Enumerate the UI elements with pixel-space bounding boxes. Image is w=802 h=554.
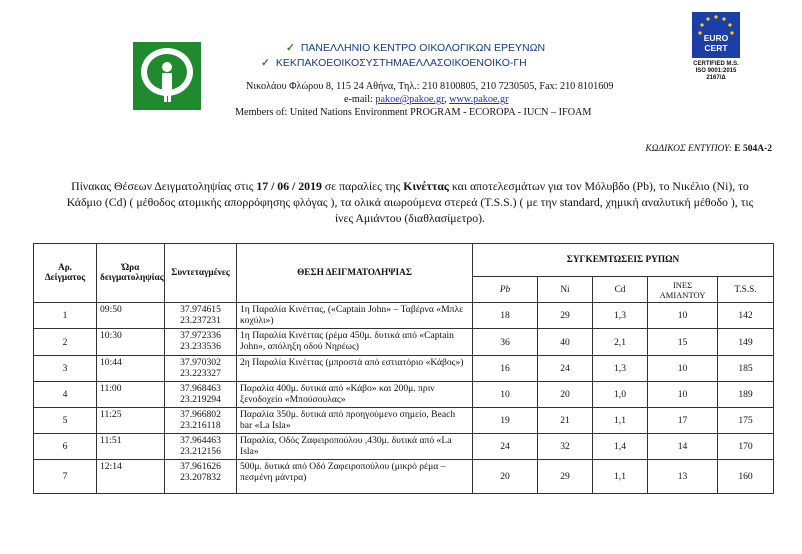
eurocert-badge: EURO CERT: [692, 12, 740, 58]
checkmark-icon: ✓: [261, 57, 270, 69]
cell-location: 1η Παραλία Κινέττας (ρέμα 450μ. δυτικά από «Captain John», απόληξη οδού Νηρέως): [237, 329, 473, 356]
cell-cd: 1,3: [593, 356, 648, 382]
cell-cd: 1,0: [593, 382, 648, 408]
cell-location: 2η Παραλία Κινέττας (μπροστά από εστιατόριο «Κάβος»): [237, 356, 473, 382]
cell-asbestos: 14: [648, 434, 718, 460]
cell-asbestos: 10: [648, 356, 718, 382]
cell-coordinates: [165, 303, 237, 329]
cell-time: 12:14: [97, 460, 165, 494]
cell-location: Παραλία 400μ. δυτικά από «Κάβο» και 200μ. πριν ξενοδοχείο «Μπούσουλας»: [237, 382, 473, 408]
header-cd: Cd: [593, 277, 648, 303]
cell-tss: 149: [718, 329, 774, 356]
header-pb: Pb: [473, 277, 538, 303]
cell-pb: 19: [473, 408, 538, 434]
longitude: 23.216118: [180, 420, 221, 431]
cell-coordinates: [165, 356, 237, 382]
cell-ni: 29: [538, 303, 593, 329]
cell-location: Παραλία 350μ. δυτικά από προηγούμενο σημείο, Beach bar «La Isla»: [237, 408, 473, 434]
cert-caption: CERTIFIED M.S. ISO 9001:2015 2167/Δ: [693, 61, 739, 81]
header-tss: T.S.S.: [718, 277, 774, 303]
cell-time: 10:44: [97, 356, 165, 382]
cell-coordinates: [165, 382, 237, 408]
header-coordinates: Συντεταγμένες: [165, 244, 237, 303]
header-time: Ώρα δειγματοληψίας: [97, 244, 165, 303]
longitude: 23.207832: [180, 472, 221, 483]
cell-asbestos: 13: [648, 460, 718, 494]
cell-time: 11:00: [97, 382, 165, 408]
cell-cd: 1,1: [593, 408, 648, 434]
cell-time: 10:30: [97, 329, 165, 356]
cell-cd: 1,1: [593, 460, 648, 494]
cell-coordinates: [165, 408, 237, 434]
longitude: 23.233536: [180, 341, 221, 352]
header-ni: Ni: [538, 277, 593, 303]
org-name-line2: ✓ ΚΕΚΠΑΚΟΕΟΙΚΟΣΥΣΤΗΜΑΕΛΛΑΣΟΙΚΟΕΝΟΙΚΟ-ΓΗ: [261, 57, 527, 69]
cell-pb: 24: [473, 434, 538, 460]
cell-ni: 20: [538, 382, 593, 408]
cell-ni: 21: [538, 408, 593, 434]
cell-pb: 10: [473, 382, 538, 408]
cell-cd: 1,3: [593, 303, 648, 329]
email-link[interactable]: pakoe@pakoe.gr: [375, 94, 445, 105]
sampling-results-table: [33, 243, 774, 494]
table-row: [34, 356, 774, 382]
longitude: 23.212156: [180, 446, 221, 457]
cell-coordinates: [165, 329, 237, 356]
cell-ni: 40: [538, 329, 593, 356]
cell-time: 09:50: [97, 303, 165, 329]
cell-location: 1η Παραλία Κινέττας, («Captain John» – Ταβέρνα «Μπλε κοχύλι»): [237, 303, 473, 329]
header-asbestos: ΙΝΕΣ ΑΜΙΑΝΤΟΥ: [648, 277, 718, 303]
cell-pb: 20: [473, 460, 538, 494]
cell-cd: 2,1: [593, 329, 648, 356]
checkmark-icon: ✓: [286, 42, 295, 54]
cell-tss: 185: [718, 356, 774, 382]
cell-location: 500μ. δυτικά από Οδό Ζαφειροπούλου (μικρό ρέμα – πεσμένη μάντρα): [237, 460, 473, 494]
latitude: 37.974615: [180, 304, 221, 315]
cell-time: 11:51: [97, 434, 165, 460]
org-address: Νικολάου Φλώρου 8, 115 24 Αθήνα, Τηλ.: 210 8100805, 210 7230505, Fax: 210 8101609: [246, 81, 614, 92]
cell-coordinates: [165, 460, 237, 494]
latitude: 37.972336: [180, 330, 221, 341]
cell-pb: 18: [473, 303, 538, 329]
latitude: 37.968463: [180, 383, 221, 394]
org-name-line1: ✓ ΠΑΝΕΛΛΗΝΙΟ ΚΕΝΤΡΟ ΟΙΚΟΛΟΓΙΚΩΝ ΕΡΕΥΝΩΝ: [286, 42, 546, 54]
table-row: [34, 434, 774, 460]
cell-coordinates: [165, 434, 237, 460]
table-row: [34, 382, 774, 408]
latitude: 37.964463: [180, 435, 221, 446]
cell-sample-number: 4: [34, 382, 97, 408]
cell-ni: 24: [538, 356, 593, 382]
cell-ni: 32: [538, 434, 593, 460]
cell-asbestos: 17: [648, 408, 718, 434]
header-pollutants: ΣΥΓΚΕΜΤΩΣΕΙΣ ΡΥΠΩΝ: [473, 244, 774, 277]
table-row: [34, 329, 774, 356]
members-line: Members of: United Nations Environment PROGRAM - ECOROPA - IUCN – IFOAM: [235, 107, 592, 118]
cell-tss: 160: [718, 460, 774, 494]
table-row: [34, 408, 774, 434]
latitude: 37.970302: [180, 357, 221, 368]
pakoe-logo: [133, 42, 201, 110]
latitude: 37.961626: [180, 461, 221, 472]
cell-asbestos: 10: [648, 382, 718, 408]
document-title: Πίνακας Θέσεων Δειγματοληψίας στις 17 / 06 / 2019 σε παραλίες της Κινέττας και αποτελεσμάτων για τον Μόλυβδο (Pb), το Νικέλιο (Ni), το Κάδμιο (Cd) ( μέθοδος ατομικής απορρόφησης φλόγας ), τα ολικά αιωρούμενα στερεά (T.S.S.) ( με την standard, χημική αναλυτική μέθοδο ), τις ίνες Αμιάντου (διαθλασίμετρο).: [66, 179, 754, 225]
cell-asbestos: 10: [648, 303, 718, 329]
cell-tss: 142: [718, 303, 774, 329]
longitude: 23.223327: [180, 368, 221, 379]
cell-time: 11:25: [97, 408, 165, 434]
table-row: [34, 460, 774, 494]
cell-tss: 170: [718, 434, 774, 460]
cell-pb: 16: [473, 356, 538, 382]
website-link[interactable]: www.pakoe.gr: [449, 94, 509, 105]
longitude: 23.237231: [180, 315, 221, 326]
cell-asbestos: 15: [648, 329, 718, 356]
header-location: ΘΕΣΗ ΔΕΙΓΜΑΤΟΛΗΨΙΑΣ: [237, 244, 473, 303]
cell-tss: 189: [718, 382, 774, 408]
cell-tss: 175: [718, 408, 774, 434]
form-code: ΚΩΔΙΚΟΣ ΕΝΤΥΠΟΥ: Ε 504Α-2: [645, 144, 772, 154]
cell-ni: 29: [538, 460, 593, 494]
cell-location: Παραλία, Οδός Ζαφειροπούλου ,430μ. δυτικά από «La Isla»: [237, 434, 473, 460]
cell-sample-number: 5: [34, 408, 97, 434]
header-sample-number: Αρ. Δείγματος: [34, 244, 97, 303]
table-row: [34, 303, 774, 329]
latitude: 37.966802: [180, 409, 221, 420]
cell-sample-number: 3: [34, 356, 97, 382]
cell-sample-number: 2: [34, 329, 97, 356]
cell-cd: 1,4: [593, 434, 648, 460]
cell-sample-number: 6: [34, 434, 97, 460]
contact-line: e-mail: pakoe@pakoe.gr, www.pakoe.gr: [344, 94, 509, 105]
longitude: 23.219294: [180, 394, 221, 405]
cell-sample-number: 7: [34, 460, 97, 494]
cell-pb: 36: [473, 329, 538, 356]
cell-sample-number: 1: [34, 303, 97, 329]
